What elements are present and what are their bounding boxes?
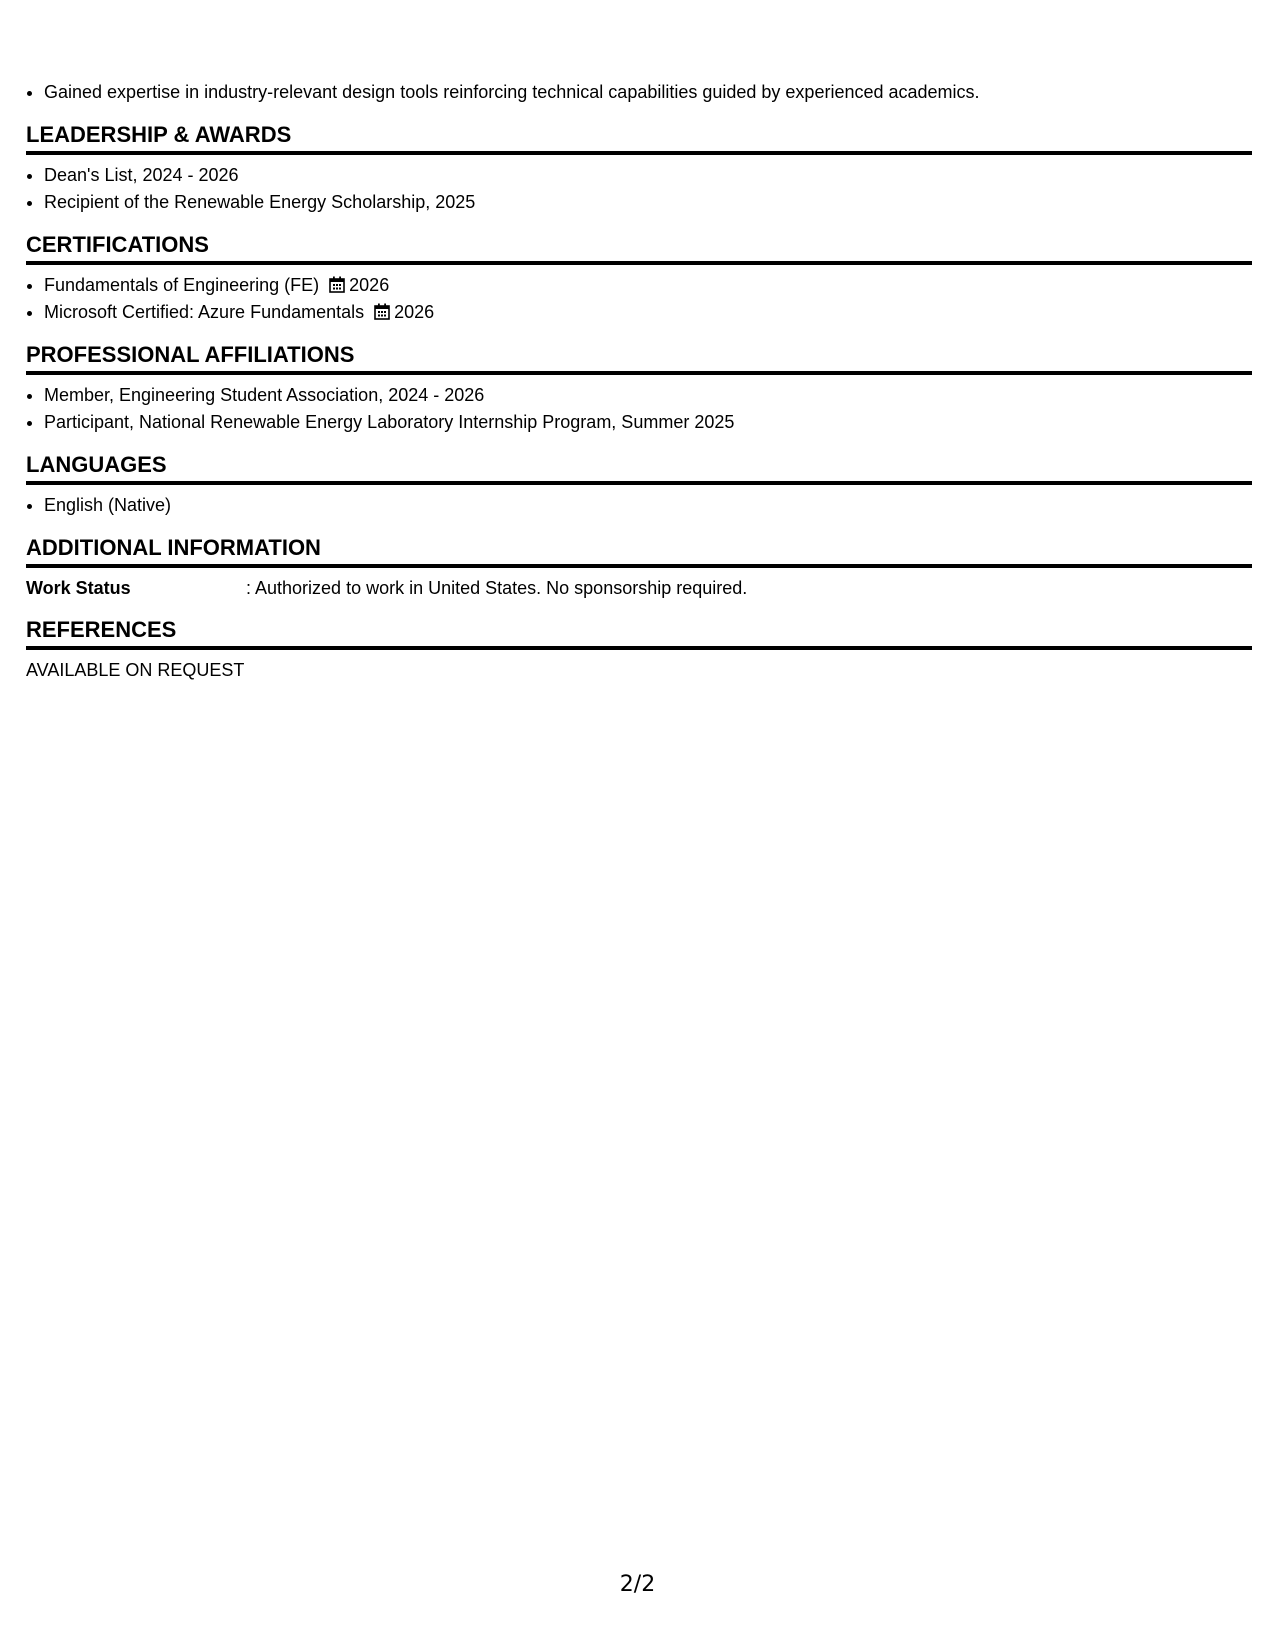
list-item: • English (Native) [44, 492, 1252, 519]
work-status-value: : Authorized to work in United States. No sponsorship required. [246, 578, 748, 598]
experience-continuation-list [26, 79, 1252, 106]
certification-name: Microsoft Certified: Azure Fundamentals [44, 302, 365, 322]
calendar-icon [329, 276, 345, 293]
leadership-list [26, 162, 1252, 216]
section-title: PROFESSIONAL AFFILIATIONS [26, 342, 1252, 375]
section-title: CERTIFICATIONS [26, 232, 1252, 265]
calendar-icon [374, 303, 390, 320]
section-title: REFERENCES [26, 617, 1252, 650]
certification-year: 2026 [394, 302, 435, 322]
certification-year: 2026 [349, 275, 390, 295]
list-item: • Gained expertise in industry-relevant design tools reinforcing technical capabilities guided by experienced academics. [44, 79, 1252, 106]
list-item: • Member, Engineering Student Association, 2024 - 2026 [44, 382, 1252, 409]
leadership-awards-section [26, 122, 1252, 216]
certifications-list [26, 272, 1252, 326]
additional-information-section [26, 535, 1252, 601]
page-number: 2/2 [619, 1572, 656, 1597]
list-item: • Recipient of the Renewable Energy Scholarship, 2025 [44, 189, 1252, 216]
list-item: • Participant, National Renewable Energy Laboratory Internship Program, Summer 2025 [44, 409, 1252, 436]
languages-list [26, 492, 1252, 519]
work-status-row [26, 575, 1252, 601]
section-title: ADDITIONAL INFORMATION [26, 535, 1252, 568]
list-item [44, 299, 1252, 326]
affiliations-list [26, 382, 1252, 436]
professional-affiliations-section [26, 342, 1252, 436]
list-item: • Dean's List, 2024 - 2026 [44, 162, 1252, 189]
resume-page [26, 0, 1252, 683]
work-status-label: Work Status [26, 578, 131, 598]
certification-name: Fundamentals of Engineering (FE) [44, 275, 320, 295]
section-title: LEADERSHIP & AWARDS [26, 122, 1252, 155]
certifications-section [26, 232, 1252, 326]
section-title: LANGUAGES [26, 452, 1252, 485]
languages-section [26, 452, 1252, 519]
list-item [44, 272, 1252, 299]
references-text: AVAILABLE ON REQUEST [26, 660, 245, 680]
references-section [26, 617, 1252, 683]
